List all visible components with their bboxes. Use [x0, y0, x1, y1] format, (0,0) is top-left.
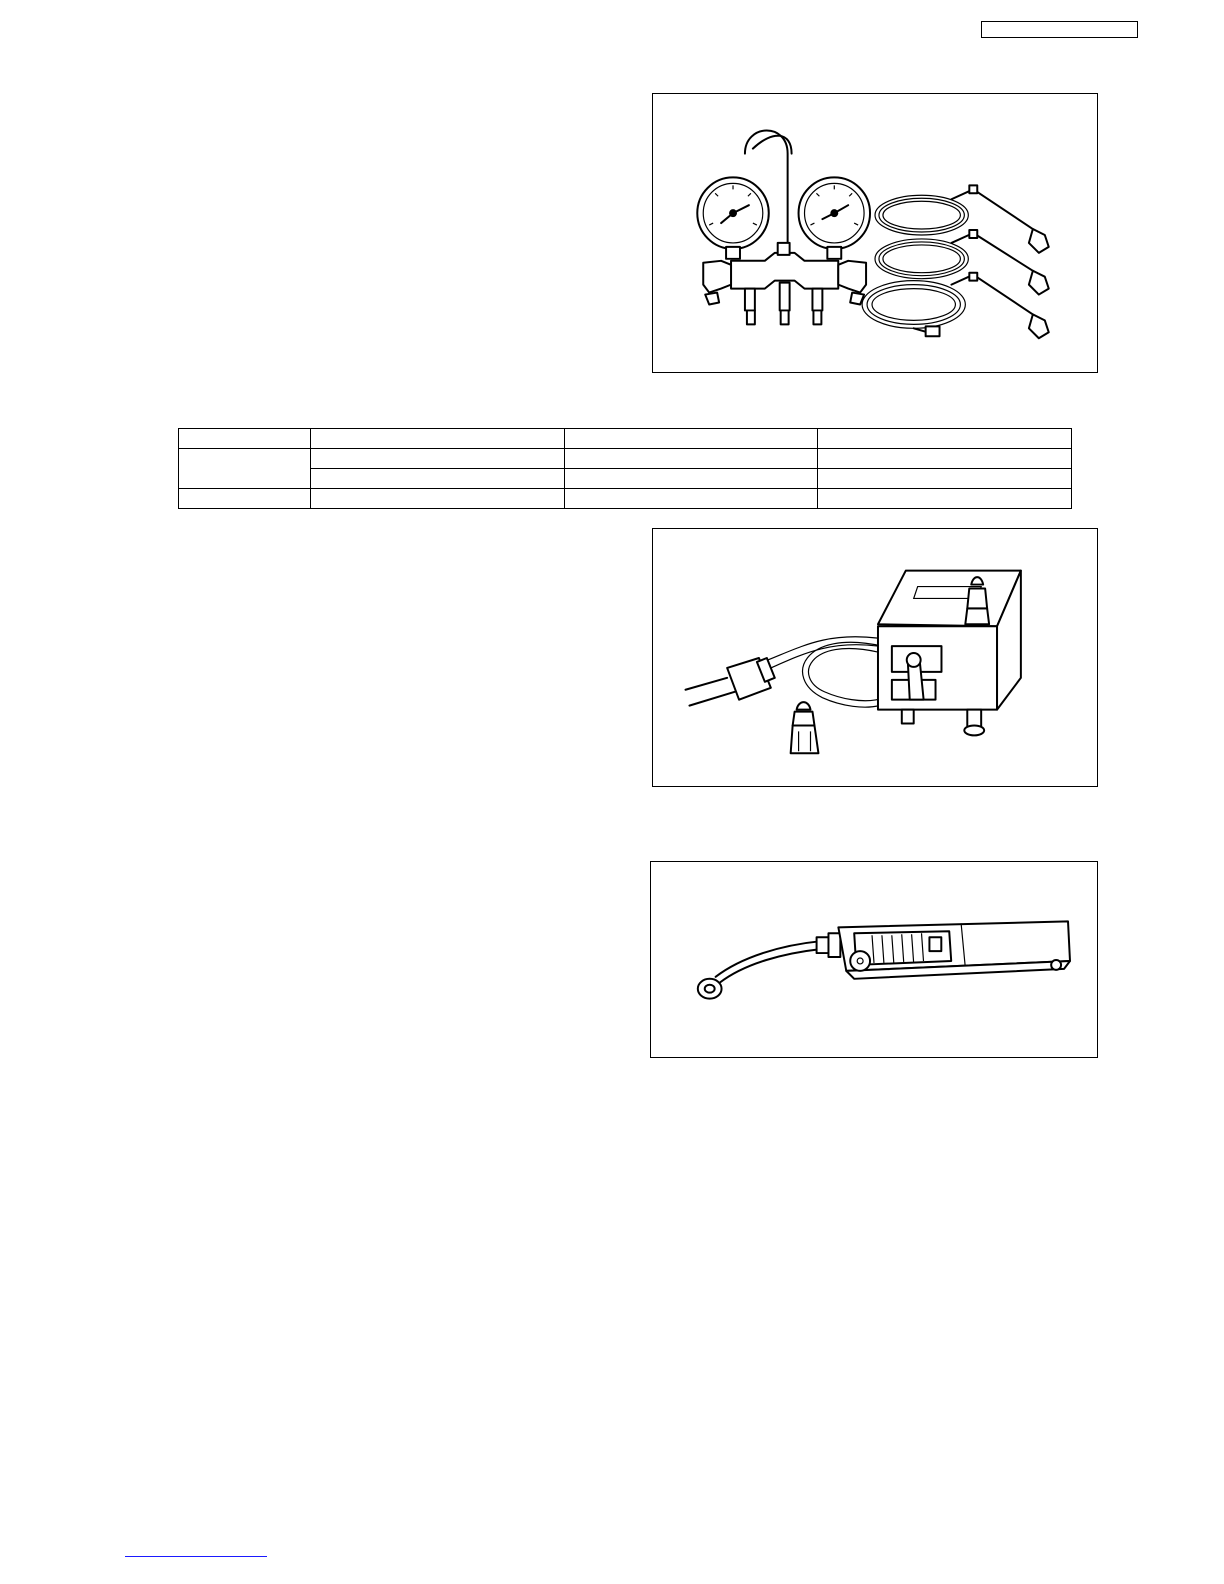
footer-link[interactable] — [125, 1556, 267, 1557]
table-cell — [179, 489, 311, 509]
vacuum-pump-adapter-figure — [652, 528, 1098, 787]
manifold-gauge-figure — [652, 93, 1098, 373]
table-header-cell — [565, 429, 818, 449]
table-header-row — [179, 429, 1072, 449]
table-row — [179, 469, 1072, 489]
table-cell — [565, 449, 818, 469]
table-row — [179, 489, 1072, 509]
table-cell — [179, 449, 311, 489]
table-cell — [311, 489, 565, 509]
leak-detector-figure — [650, 861, 1098, 1058]
manifold-gauge-set-icon — [653, 94, 1097, 372]
vacuum-pump-adapter-icon — [653, 529, 1097, 786]
table-cell — [565, 469, 818, 489]
spec-table — [178, 428, 1072, 509]
table-cell — [818, 469, 1072, 489]
table-cell — [818, 449, 1072, 469]
table-cell — [818, 489, 1072, 509]
table-header-cell — [818, 429, 1072, 449]
table-header-cell — [311, 429, 565, 449]
table-cell — [565, 489, 818, 509]
electronic-leak-detector-icon — [651, 862, 1097, 1057]
table-header-cell — [179, 429, 311, 449]
table-cell — [311, 469, 565, 489]
model-reference-box — [981, 21, 1138, 38]
table-row — [179, 449, 1072, 469]
table-cell — [311, 449, 565, 469]
